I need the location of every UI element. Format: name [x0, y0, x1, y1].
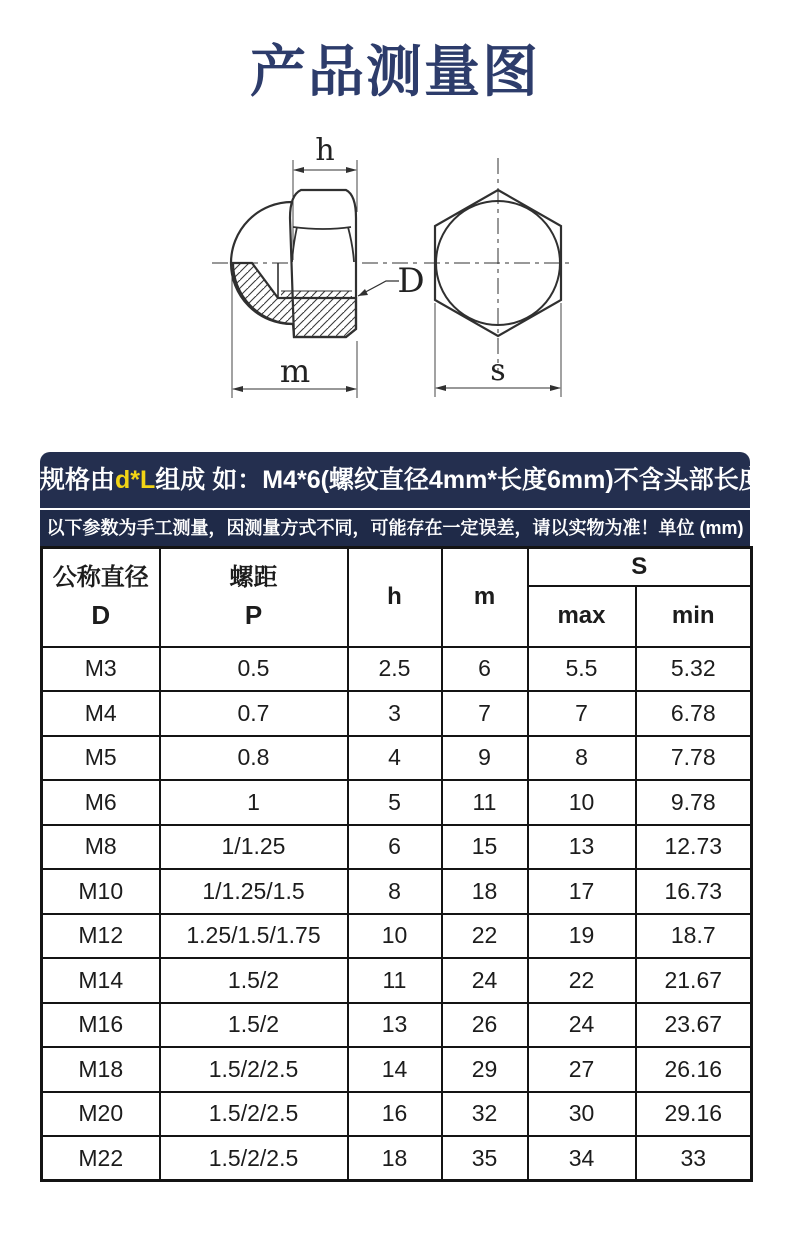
cell-smin: 6.78 [636, 691, 752, 736]
cell-smax: 30 [528, 1092, 636, 1137]
cell-smax: 17 [528, 869, 636, 914]
spec-banner-highlight: d*L [115, 466, 156, 494]
cell-smax: 10 [528, 780, 636, 825]
header-h: h [348, 548, 442, 647]
table-row [42, 1136, 752, 1181]
cell-d: M10 [42, 869, 160, 914]
cell-m: 6 [442, 647, 528, 692]
cell-m: 7 [442, 691, 528, 736]
table-row [42, 780, 752, 825]
cap-nut-section-view [212, 135, 425, 398]
cell-p: 1.5/2 [160, 1003, 348, 1048]
cell-smin: 5.32 [636, 647, 752, 692]
cell-m: 18 [442, 869, 528, 914]
cell-p: 1.25/1.5/1.75 [160, 914, 348, 959]
table-row [42, 958, 752, 1003]
dimension-label-h: h [315, 135, 335, 168]
cell-p: 1.5/2 [160, 958, 348, 1003]
table-row [42, 647, 752, 692]
header-pitch-symbol: P [244, 599, 263, 630]
table-row [42, 1003, 752, 1048]
dimension-label-d: D [397, 261, 425, 301]
cell-d: M6 [42, 780, 160, 825]
cell-smax: 19 [528, 914, 636, 959]
cell-d: M8 [42, 825, 160, 870]
page-title: 产品测量图 [250, 40, 540, 103]
cell-h: 13 [348, 1003, 442, 1048]
cell-smin: 21.67 [636, 958, 752, 1003]
dimension-label-s: s [490, 353, 506, 388]
cell-h: 8 [348, 869, 442, 914]
cell-smin: 29.16 [636, 1092, 752, 1137]
cell-h: 2.5 [348, 647, 442, 692]
cell-m: 11 [442, 780, 528, 825]
cell-p: 1/1.25 [160, 825, 348, 870]
s-arrow-right [550, 385, 561, 391]
m-arrow-right [346, 386, 357, 392]
cell-d: M16 [42, 1003, 160, 1048]
cell-m: 15 [442, 825, 528, 870]
cell-m: 9 [442, 736, 528, 781]
cell-smin: 18.7 [636, 914, 752, 959]
cell-d: M4 [42, 691, 160, 736]
table-row [42, 914, 752, 959]
cell-smin: 12.73 [636, 825, 752, 870]
cell-m: 22 [442, 914, 528, 959]
h-arrow-right [346, 167, 357, 173]
table-row [42, 736, 752, 781]
cell-smin: 7.78 [636, 736, 752, 781]
cell-m: 32 [442, 1092, 528, 1137]
cell-smax: 34 [528, 1136, 636, 1181]
cell-h: 10 [348, 914, 442, 959]
dimension-label-m: m [279, 352, 311, 390]
cell-h: 6 [348, 825, 442, 870]
cell-d: M5 [42, 736, 160, 781]
table-row [42, 1047, 752, 1092]
header-nominal-diameter-symbol: D [91, 599, 111, 630]
cell-smax: 13 [528, 825, 636, 870]
cell-h: 5 [348, 780, 442, 825]
header-nominal-diameter [42, 548, 160, 647]
header-s-min: min [636, 586, 752, 647]
spec-banner-prefix: 规格由 [40, 466, 116, 494]
table-row [42, 1092, 752, 1137]
cell-p: 1 [160, 780, 348, 825]
cell-smax: 24 [528, 1003, 636, 1048]
header-nominal-diameter-cn: 公称直径 [52, 563, 149, 591]
note-banner: 以下参数为手工测量，因测量方式不同，可能存在一定误差，请以实物为准！单位 (mm) [40, 510, 750, 546]
cell-d: M18 [42, 1047, 160, 1092]
cell-smin: 26.16 [636, 1047, 752, 1092]
d-leader-arrow [358, 289, 368, 296]
cell-m: 29 [442, 1047, 528, 1092]
spec-banner-suffix: 组成 如：M4*6(螺纹直径4mm*长度6mm)不含头部长度 [155, 466, 764, 494]
cell-smax: 27 [528, 1047, 636, 1092]
header-pitch-cn: 螺距 [229, 563, 278, 591]
header-s-max: max [528, 586, 636, 647]
cell-m: 24 [442, 958, 528, 1003]
cell-smax: 22 [528, 958, 636, 1003]
cell-m: 35 [442, 1136, 528, 1181]
cell-d: M20 [42, 1092, 160, 1137]
cell-smin: 33 [636, 1136, 752, 1181]
cell-h: 11 [348, 958, 442, 1003]
cell-h: 18 [348, 1136, 442, 1181]
table-row [42, 825, 752, 870]
m-arrow-left [232, 386, 243, 392]
cell-smin: 9.78 [636, 780, 752, 825]
cell-smax: 5.5 [528, 647, 636, 692]
table-row [42, 691, 752, 736]
cell-p: 1.5/2/2.5 [160, 1092, 348, 1137]
header-m: m [442, 548, 528, 647]
spec-panel [40, 452, 764, 1182]
cell-smax: 8 [528, 736, 636, 781]
cell-h: 4 [348, 736, 442, 781]
cell-p: 1.5/2/2.5 [160, 1047, 348, 1092]
h-arrow-left [293, 167, 304, 173]
cell-smax: 7 [528, 691, 636, 736]
cell-d: M14 [42, 958, 160, 1003]
cell-d: M12 [42, 914, 160, 959]
cell-p: 1/1.25/1.5 [160, 869, 348, 914]
cell-h: 14 [348, 1047, 442, 1092]
cell-h: 3 [348, 691, 442, 736]
cap-nut-technical-drawing [175, 135, 625, 410]
cell-p: 0.5 [160, 647, 348, 692]
cell-d: M3 [42, 647, 160, 692]
cell-smin: 23.67 [636, 1003, 752, 1048]
s-arrow-left [435, 385, 446, 391]
spec-table [40, 546, 753, 1182]
cell-p: 0.8 [160, 736, 348, 781]
cap-nut-hex-view [424, 158, 574, 397]
cell-smin: 16.73 [636, 869, 752, 914]
cell-p: 1.5/2/2.5 [160, 1136, 348, 1181]
cell-p: 0.7 [160, 691, 348, 736]
cell-d: M22 [42, 1136, 160, 1181]
table-row [42, 869, 752, 914]
cell-h: 16 [348, 1092, 442, 1137]
cell-m: 26 [442, 1003, 528, 1048]
header-pitch [160, 548, 348, 647]
spec-banner [40, 452, 764, 508]
header-s: S [528, 548, 752, 586]
